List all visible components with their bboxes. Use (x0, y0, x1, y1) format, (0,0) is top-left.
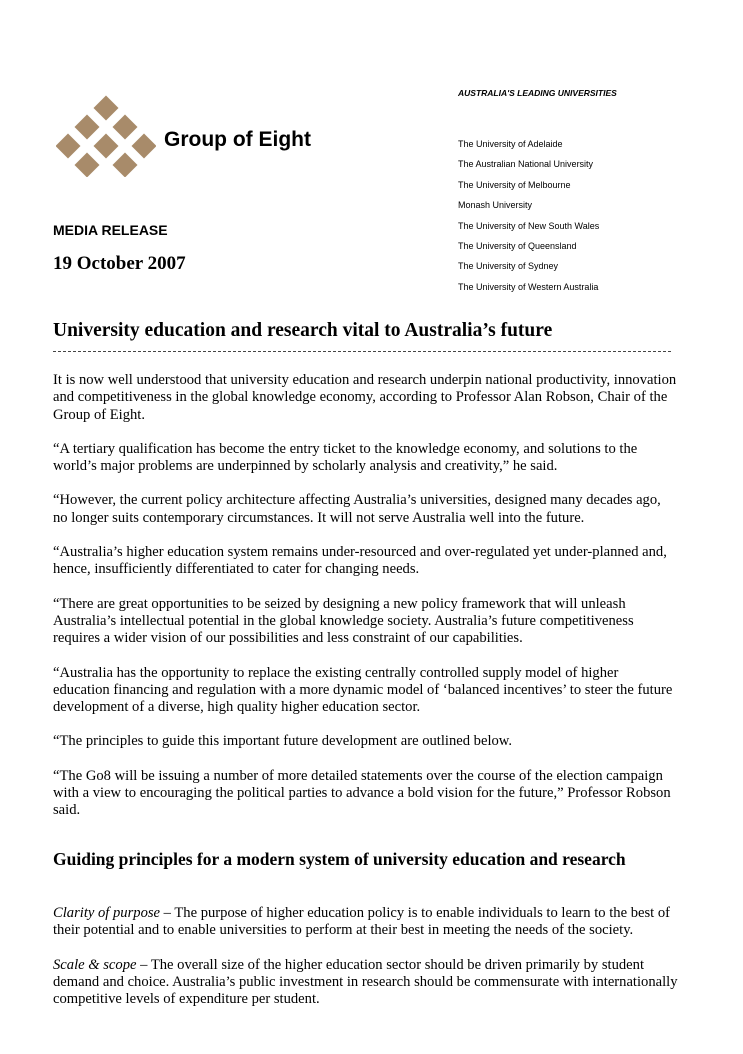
paragraph: “However, the current policy architecture affecting Australia’s universities, designed many decades ago, no longer suits contemporary circumstances. It will not serve Australia well into the future. (53, 492, 661, 526)
university-item: Monash University (458, 200, 533, 211)
principle-term: Clarity of purpose (53, 904, 161, 921)
paragraph: “The Go8 will be issuing a number of more detailed statements over the course of the election campaign with a view to encouraging the political parties to advance a bold vision for the future,” Professor Robson said. (53, 767, 671, 819)
tagline: AUSTRALIA'S LEADING UNIVERSITIES (458, 88, 617, 98)
principles-heading: Guiding principles for a modern system of university education and research (53, 848, 626, 869)
paragraph: “The principles to guide this important future development are outlined below. (53, 733, 513, 750)
logo-diamond (94, 134, 119, 159)
principle-text: – The overall size of the higher education sector should be driven primarily by student demand and choice. Australia’s public investment in research should be commensurate with internationally competitive levels of expenditure per student. (53, 956, 678, 1008)
logo-diamond (75, 115, 100, 140)
logo-diamond (75, 153, 100, 178)
university-list (458, 88, 617, 302)
go8-logo (56, 95, 346, 177)
paragraph: It is now well understood that university education and research underpin national productivity, innovation and competitiveness in the global knowledge economy, according to Professor Alan Robson, Chair of the Group of Eight. (53, 372, 677, 423)
diamond-logo-icon (56, 95, 156, 177)
principle-item (53, 905, 678, 940)
university-item: The University of Western Australia (458, 281, 599, 292)
university-item: The University of Queensland (458, 240, 577, 251)
headline: University education and research vital to Australia’s future (53, 320, 553, 341)
release-date: 19 October 2007 (53, 253, 186, 274)
logo-text: Group of Eight (164, 128, 311, 151)
article-body (53, 372, 678, 1025)
logo-diamond (94, 96, 119, 121)
principle-item (53, 957, 678, 1009)
principle-text: – The purpose of higher education policy is to enable individuals to learn to the best of their potential and to enable universities to perform at their best in meeting the needs of the society. (53, 904, 671, 939)
paragraph: “A tertiary qualification has become the entry ticket to the knowledge economy, and solutions to the world’s major problems are underpinned by scholarly analysis and creativity,” he said. (53, 440, 638, 475)
divider (53, 351, 671, 352)
university-item: The University of New South Wales (458, 220, 600, 231)
media-release-label: MEDIA RELEASE (53, 222, 168, 238)
logo-diamond (56, 134, 81, 159)
logo-diamond (113, 153, 138, 178)
logo-diamond (132, 134, 157, 159)
logo-diamond (113, 115, 138, 140)
university-item: The University of Adelaide (458, 139, 563, 149)
paragraph: “Australia’s higher education system remains under-resourced and over-regulated yet under-planned and, hence, insufficiently differentiated to cater for changing needs. (53, 544, 667, 578)
paragraph: “There are great opportunities to be seized by designing a new policy framework that will unleash Australia’s intellectual potential in the global knowledge society. Australia’s future competitiveness requires a wider vision of our possibilities and less constraint of our capabilities. (53, 595, 634, 647)
university-item: The University of Sydney (458, 261, 559, 272)
paragraph: “Australia has the opportunity to replace the existing centrally controlled supply model of higher education financing and regulation with a more dynamic model of ‘balanced incentives’ to steer the future development of a diverse, high quality higher education sector. (53, 664, 673, 716)
university-item: The University of Melbourne (458, 179, 571, 190)
principle-term: Scale & scope (53, 956, 137, 973)
university-item: The Australian National University (458, 159, 594, 170)
